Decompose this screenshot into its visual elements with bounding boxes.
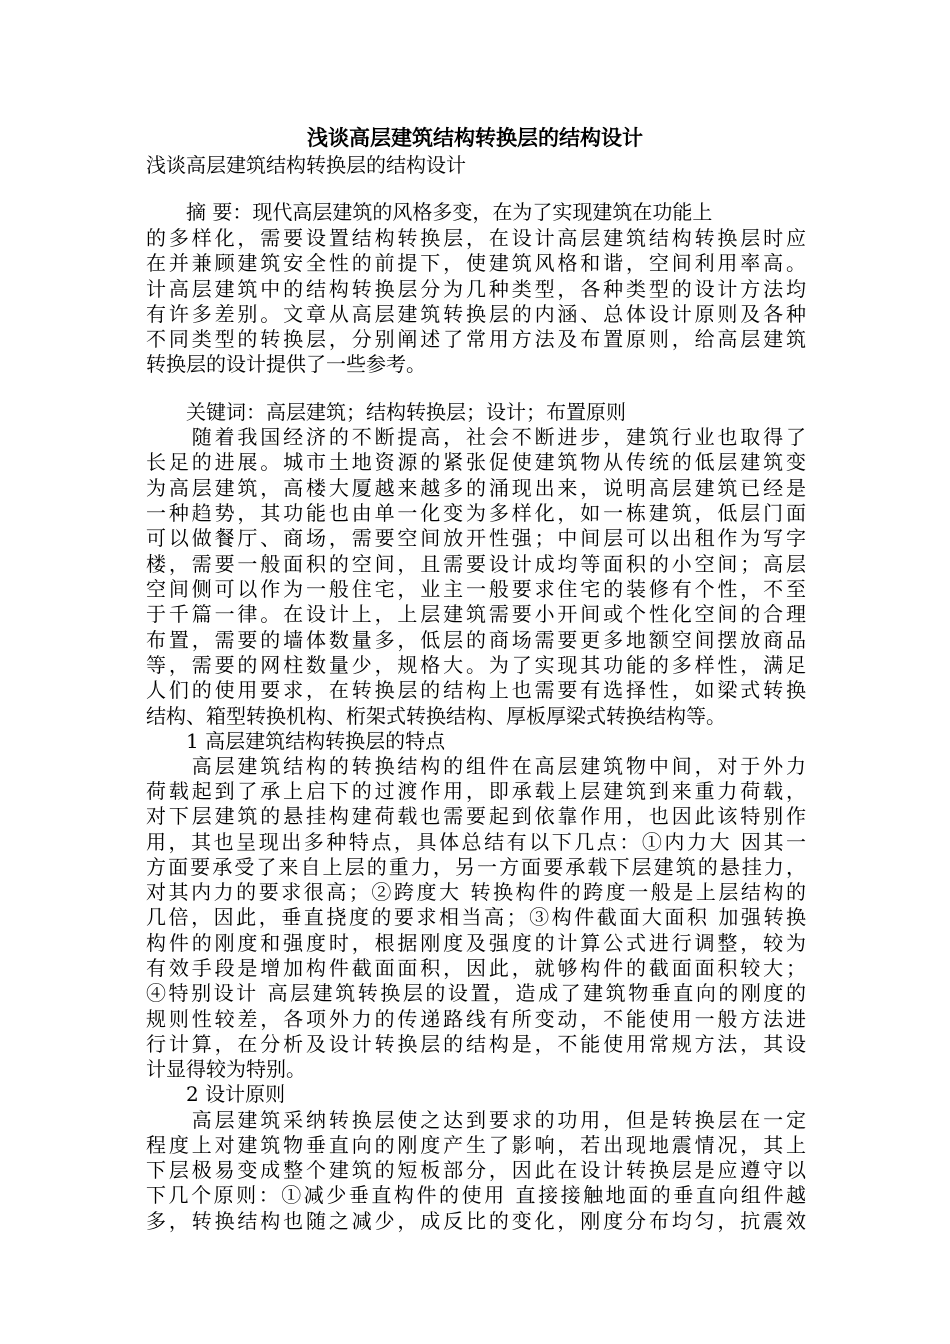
- body-line: 人们的使用要求，在转换层的结构上也需要有选择性，如梁式转换: [146, 678, 806, 702]
- body-line: 结构、箱型转换机构、桁架式转换结构、厚板厚梁式转换结构等。: [146, 704, 726, 728]
- body-line: 对下层建筑的悬挂构建荷载也需要起到依靠作用，也因此该特别作: [146, 804, 806, 828]
- body-line: 在并兼顾建筑安全性的前提下，使建筑风格和谐，空间利用率高。: [146, 251, 806, 275]
- body-line: 2 设计原则: [146, 1082, 286, 1106]
- body-line: 摘 要：现代高层建筑的风格多变，在为了实现建筑在功能上: [146, 200, 713, 224]
- body-line: 布置，需要的墙体数量多，低层的商场需要更多地额空间摆放商品: [146, 628, 806, 652]
- body-line: 规则性较差，各项外力的传递路线有所变动，不能使用一般方法进: [146, 1007, 806, 1031]
- body-line: 有效手段是增加构件截面面积，因此，就够构件的截面面积较大；: [146, 956, 806, 980]
- body-line: 不同类型的转换层，分别阐述了常用方法及布置原则，给高层建筑: [146, 327, 806, 351]
- body-line: 构件的刚度和强度时，根据刚度及强度的计算公式进行调整，较为: [146, 931, 806, 955]
- body-line: 行计算，在分析及设计转换层的结构是，不能使用常规方法，其设: [146, 1032, 806, 1056]
- body-line: 方面要承受了来自上层的重力，另一方面要承载下层建筑的悬挂力，: [146, 855, 806, 879]
- body-line: 随着我国经济的不断提高，社会不断进步，建筑行业也取得了: [146, 425, 806, 449]
- body-line: 一种趋势，其功能也由单一化变为多样化，如一栋建筑，低层门面: [146, 501, 806, 525]
- body-line: 可以做餐厅、商场，需要空间放开性强；中间层可以出租作为写字: [146, 526, 806, 550]
- document-subtitle: 浅谈高层建筑结构转换层的结构设计: [146, 153, 466, 177]
- document-title: 浅谈高层建筑结构转换层的结构设计: [307, 125, 643, 150]
- body-line: 对其内力的要求很高；②跨度大 转换构件的跨度一般是上层结构的: [146, 880, 806, 904]
- body-line: 程度上对建筑物垂直向的刚度产生了影响，若出现地震情况，其上: [146, 1133, 806, 1157]
- body-line: 有许多差别。文章从高层建筑转换层的内涵、总体设计原则及各种: [146, 302, 806, 326]
- body-line: 下几个原则：①减少垂直构件的使用 直接接触地面的垂直向组件越: [146, 1183, 806, 1207]
- body-line: 等，需要的网柱数量少，规格大。为了实现其功能的多样性，满足: [146, 653, 806, 677]
- body-line: 高层建筑采纳转换层使之达到要求的功用，但是转换层在一定: [146, 1108, 806, 1132]
- body-line: 关键词：高层建筑；结构转换层；设计；布置原则: [146, 400, 626, 424]
- body-line: 空间侧可以作为一般住宅，业主一般要求住宅的装修有个性，不至: [146, 577, 806, 601]
- body-line: 计显得较为特别。: [146, 1057, 306, 1081]
- body-line: 1 高层建筑结构转换层的特点: [146, 729, 446, 753]
- body-line: 为高层建筑，高楼大厦越来越多的涌现出来，说明高层建筑已经是: [146, 476, 806, 500]
- body-line: 于千篇一律。在设计上，上层建筑需要小开间或个性化空间的合理: [146, 602, 806, 626]
- body-line: 几倍，因此，垂直挠度的要求相当高；③构件截面大面积 加强转换: [146, 905, 806, 929]
- body-line: 多，转换结构也随之减少，成反比的变化，刚度分布均匀，抗震效: [146, 1209, 806, 1233]
- body-line: 长足的进展。城市土地资源的紧张促使建筑物从传统的低层建筑变: [146, 450, 806, 474]
- body-line: 转换层的设计提供了一些参考。: [146, 352, 426, 376]
- body-line: 的多样化，需要设置结构转换层，在设计高层建筑结构转换层时应: [146, 226, 806, 250]
- body-line: 下层极易变成整个建筑的短板部分，因此在设计转换层是应遵守以: [146, 1158, 806, 1182]
- body-line: 计高层建筑中的结构转换层分为几种类型，各种类型的设计方法均: [146, 277, 806, 301]
- body-line: ④特别设计 高层建筑转换层的设置，造成了建筑物垂直向的刚度的: [146, 981, 806, 1005]
- body-line: 楼，需要一般面积的空间，且需要设计成均等面积的小空间；高层: [146, 552, 806, 576]
- body-line: 荷载起到了承上启下的过渡作用，即承载上层建筑到来重力荷载，: [146, 779, 806, 803]
- body-line: 用，其也呈现出多种特点，具体总结有以下几点：①内力大 因其一: [146, 830, 806, 854]
- body-line: 高层建筑结构的转换结构的组件在高层建筑物中间，对于外力: [146, 754, 806, 778]
